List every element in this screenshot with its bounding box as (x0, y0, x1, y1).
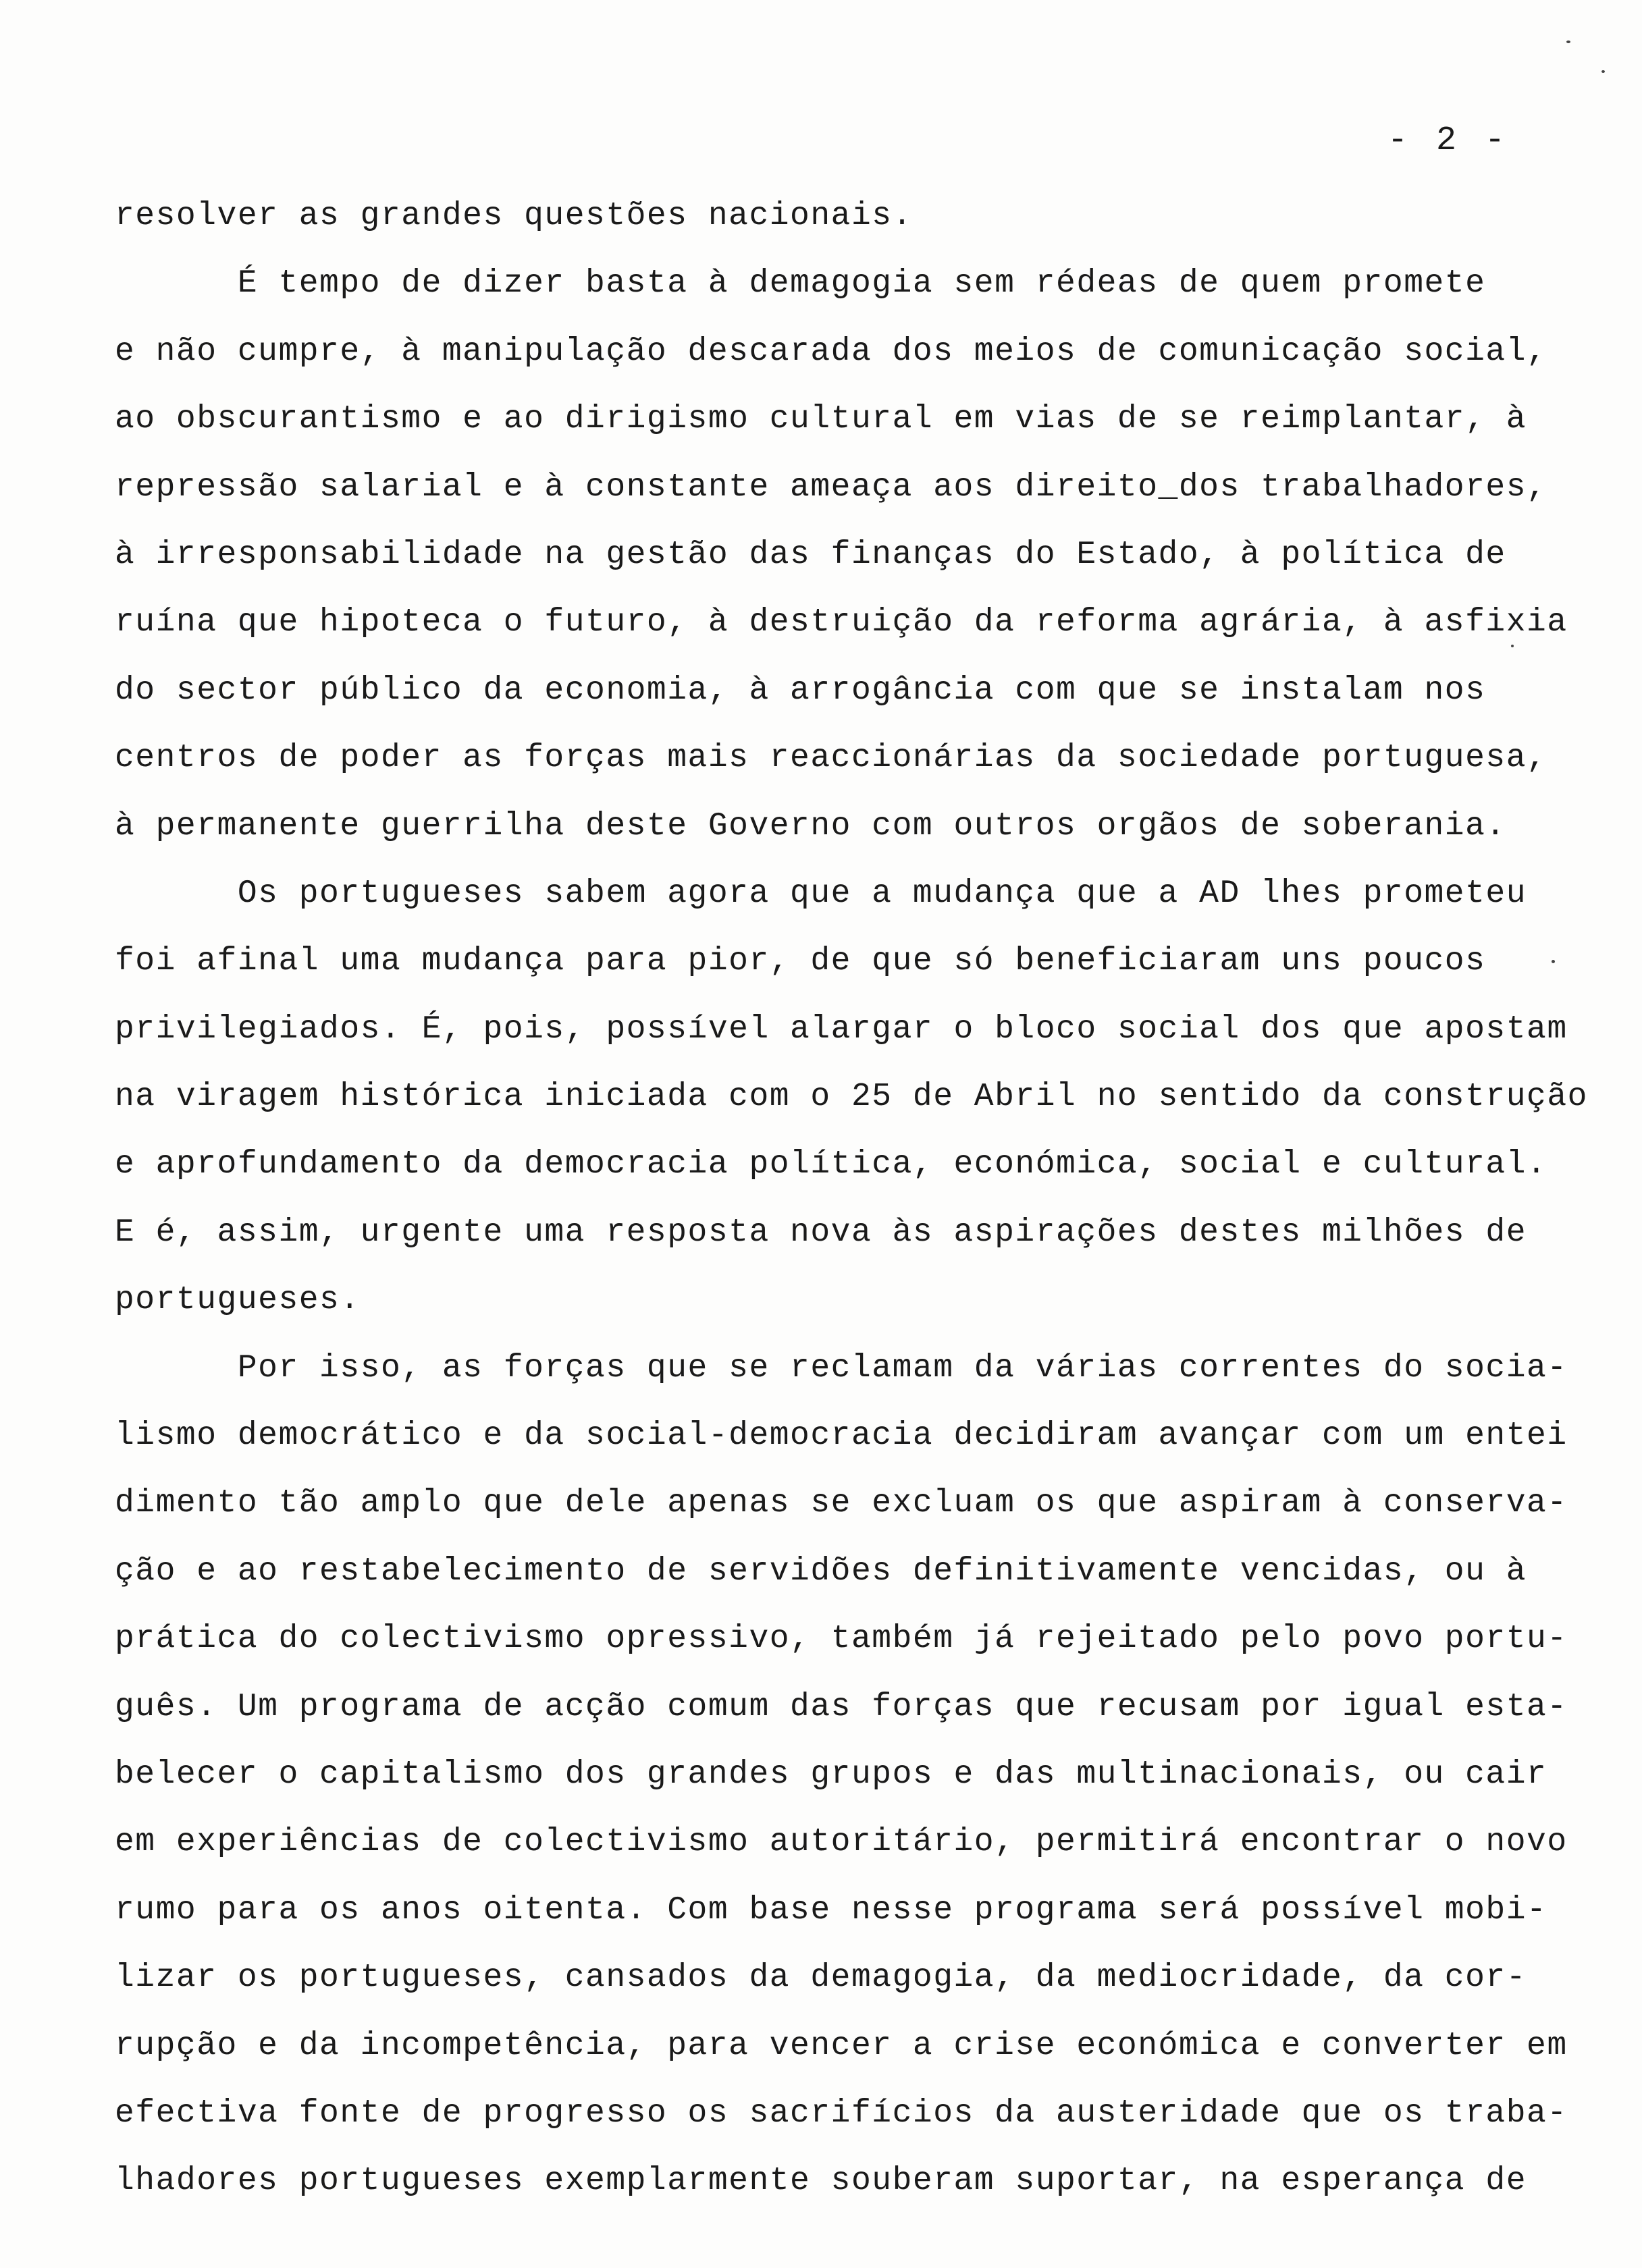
body-text (115, 182, 1588, 2215)
text-line: foi afinal uma mudança para pior, de que só beneficiaram uns poucos (115, 943, 1486, 980)
text-line: dimento tão amplo que dele apenas se excluam os que aspiram à conserva- (115, 1485, 1568, 1522)
text-line: efectiva fonte de progresso os sacrifícios da austeridade que os traba- (115, 2095, 1568, 2132)
text-line: rupção e da incompetência, para vencer a crise económica e converter em (115, 2027, 1568, 2064)
text-line: em experiências de colectivismo autoritário, permitirá encontrar o novo (115, 1824, 1568, 1861)
text-line: lismo democrático e da social-democracia decidiram avançar com um entei (115, 1418, 1568, 1455)
text-line: ção e ao restabelecimento de servidões definitivamente vencidas, ou à (115, 1552, 1527, 1590)
text-line: prática do colectivismo opressivo, também já rejeitado pelo povo portu- (115, 1621, 1568, 1658)
scan-speck (1566, 40, 1570, 43)
text-line: rumo para os anos oitenta. Com base nesse programa será possível mobi- (115, 1891, 1547, 1928)
text-line: resolver as grandes questões nacionais. (115, 198, 913, 234)
text-line: à permanente guerrilha deste Governo com outros orgãos de soberania. (115, 807, 1506, 844)
text-line: e não cumpre, à manipulação descarada dos meios de comunicação social, (115, 333, 1547, 370)
text-line: lhadores portugueses exemplarmente souberam suportar, na esperança de (115, 2163, 1527, 2200)
text-line: ruína que hipoteca o futuro, à destruição da reforma agrária, à asfixia (115, 604, 1568, 641)
text-line: portugueses. (115, 1282, 361, 1319)
text-line: repressão salarial e à constante ameaça aos direito_dos trabalhadores, (115, 468, 1547, 506)
text-line: na viragem histórica iniciada com o 25 de Abril no sentido da construção (115, 1079, 1588, 1116)
scan-speck (1552, 960, 1555, 963)
text-line: e aprofundamento da democracia política, económica, social e cultural. (115, 1146, 1547, 1183)
text-line: Por isso, as forças que se reclamam da várias correntes do socia- (115, 1349, 1568, 1386)
text-line: Os portugueses sabem agora que a mudança que a AD lhes prometeu (115, 875, 1527, 912)
text-line: privilegiados. É, pois, possível alargar o bloco social dos que apostam (115, 1010, 1568, 1048)
text-line: centros de poder as forças mais reaccionárias da sociedade portuguesa, (115, 740, 1547, 777)
scan-speck (1601, 70, 1605, 73)
text-line: à irresponsabilidade na gestão das finanças do Estado, à política de (115, 536, 1506, 573)
text-line: ao obscurantismo e ao dirigismo cultural em vias de se reimplantar, à (115, 401, 1527, 438)
page-number: - 2 - (1387, 122, 1510, 160)
text-line: E é, assim, urgente uma resposta nova às aspirações destes milhões de (115, 1214, 1527, 1251)
text-line: belecer o capitalismo dos grandes grupos e das multinacionais, ou cair (115, 1756, 1547, 1793)
text-line: guês. Um programa de acção comum das forças que recusam por igual esta- (115, 1688, 1568, 1725)
text-line: lizar os portugueses, cansados da demagogia, da mediocridade, da cor- (115, 1960, 1527, 1997)
text-line: do sector público da economia, à arrogância com que se instalam nos (115, 672, 1486, 709)
text-line: É tempo de dizer basta à demagogia sem rédeas de quem promete (115, 265, 1486, 302)
scan-speck (1511, 645, 1514, 647)
